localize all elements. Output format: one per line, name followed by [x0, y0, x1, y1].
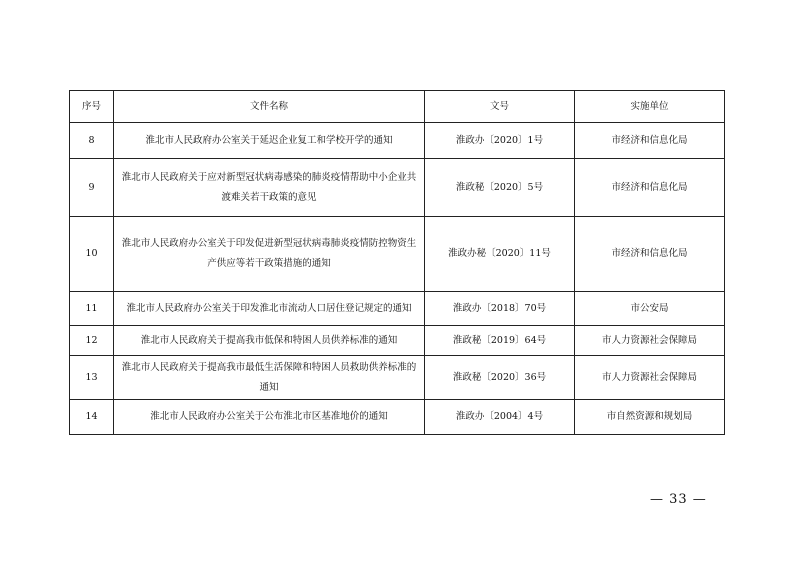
table-header-row	[70, 91, 725, 123]
cell-name: 淮北市人民政府办公室关于公布淮北市区基准地价的通知	[114, 400, 425, 435]
cell-name: 淮北市人民政府办公室关于延迟企业复工和学校开学的通知	[114, 123, 425, 159]
cell-unit: 市公安局	[575, 292, 725, 326]
header-seq: 序号	[70, 91, 114, 123]
table-row	[70, 292, 725, 326]
table-row	[70, 217, 725, 292]
cell-name: 淮北市人民政府关于提高我市低保和特困人员供养标准的通知	[114, 326, 425, 356]
cell-number: 淮政秘〔2020〕36号	[425, 356, 575, 400]
cell-name: 淮北市人民政府办公室关于印发淮北市流动人口居住登记规定的通知	[114, 292, 425, 326]
cell-number: 淮政办秘〔2020〕11号	[425, 217, 575, 292]
page-number: — 33 —	[650, 492, 707, 507]
cell-number: 淮政秘〔2019〕64号	[425, 326, 575, 356]
cell-seq: 13	[70, 356, 114, 400]
header-number: 文号	[425, 91, 575, 123]
table-row	[70, 400, 725, 435]
document-table	[69, 90, 725, 435]
cell-number: 淮政办〔2020〕1号	[425, 123, 575, 159]
cell-unit: 市自然资源和规划局	[575, 400, 725, 435]
table-row	[70, 123, 725, 159]
cell-seq: 10	[70, 217, 114, 292]
table-row	[70, 159, 725, 217]
cell-seq: 12	[70, 326, 114, 356]
cell-number: 淮政秘〔2020〕5号	[425, 159, 575, 217]
cell-name: 淮北市人民政府办公室关于印发促进新型冠状病毒肺炎疫情防控物资生产供应等若干政策措施的通知	[114, 217, 425, 292]
cell-seq: 9	[70, 159, 114, 217]
cell-number: 淮政办〔2018〕70号	[425, 292, 575, 326]
cell-seq: 8	[70, 123, 114, 159]
header-name: 文件名称	[114, 91, 425, 123]
cell-unit: 市经济和信息化局	[575, 159, 725, 217]
cell-seq: 14	[70, 400, 114, 435]
cell-unit: 市人力资源社会保障局	[575, 326, 725, 356]
cell-number: 淮政办〔2004〕4号	[425, 400, 575, 435]
cell-name: 淮北市人民政府关于应对新型冠状病毒感染的肺炎疫情帮助中小企业共渡难关若干政策的意见	[114, 159, 425, 217]
cell-name: 淮北市人民政府关于提高我市最低生活保障和特困人员救助供养标准的通知	[114, 356, 425, 400]
table-row	[70, 356, 725, 400]
header-unit: 实施单位	[575, 91, 725, 123]
cell-unit: 市经济和信息化局	[575, 123, 725, 159]
cell-seq: 11	[70, 292, 114, 326]
table-row	[70, 326, 725, 356]
cell-unit: 市经济和信息化局	[575, 217, 725, 292]
cell-unit: 市人力资源社会保障局	[575, 356, 725, 400]
